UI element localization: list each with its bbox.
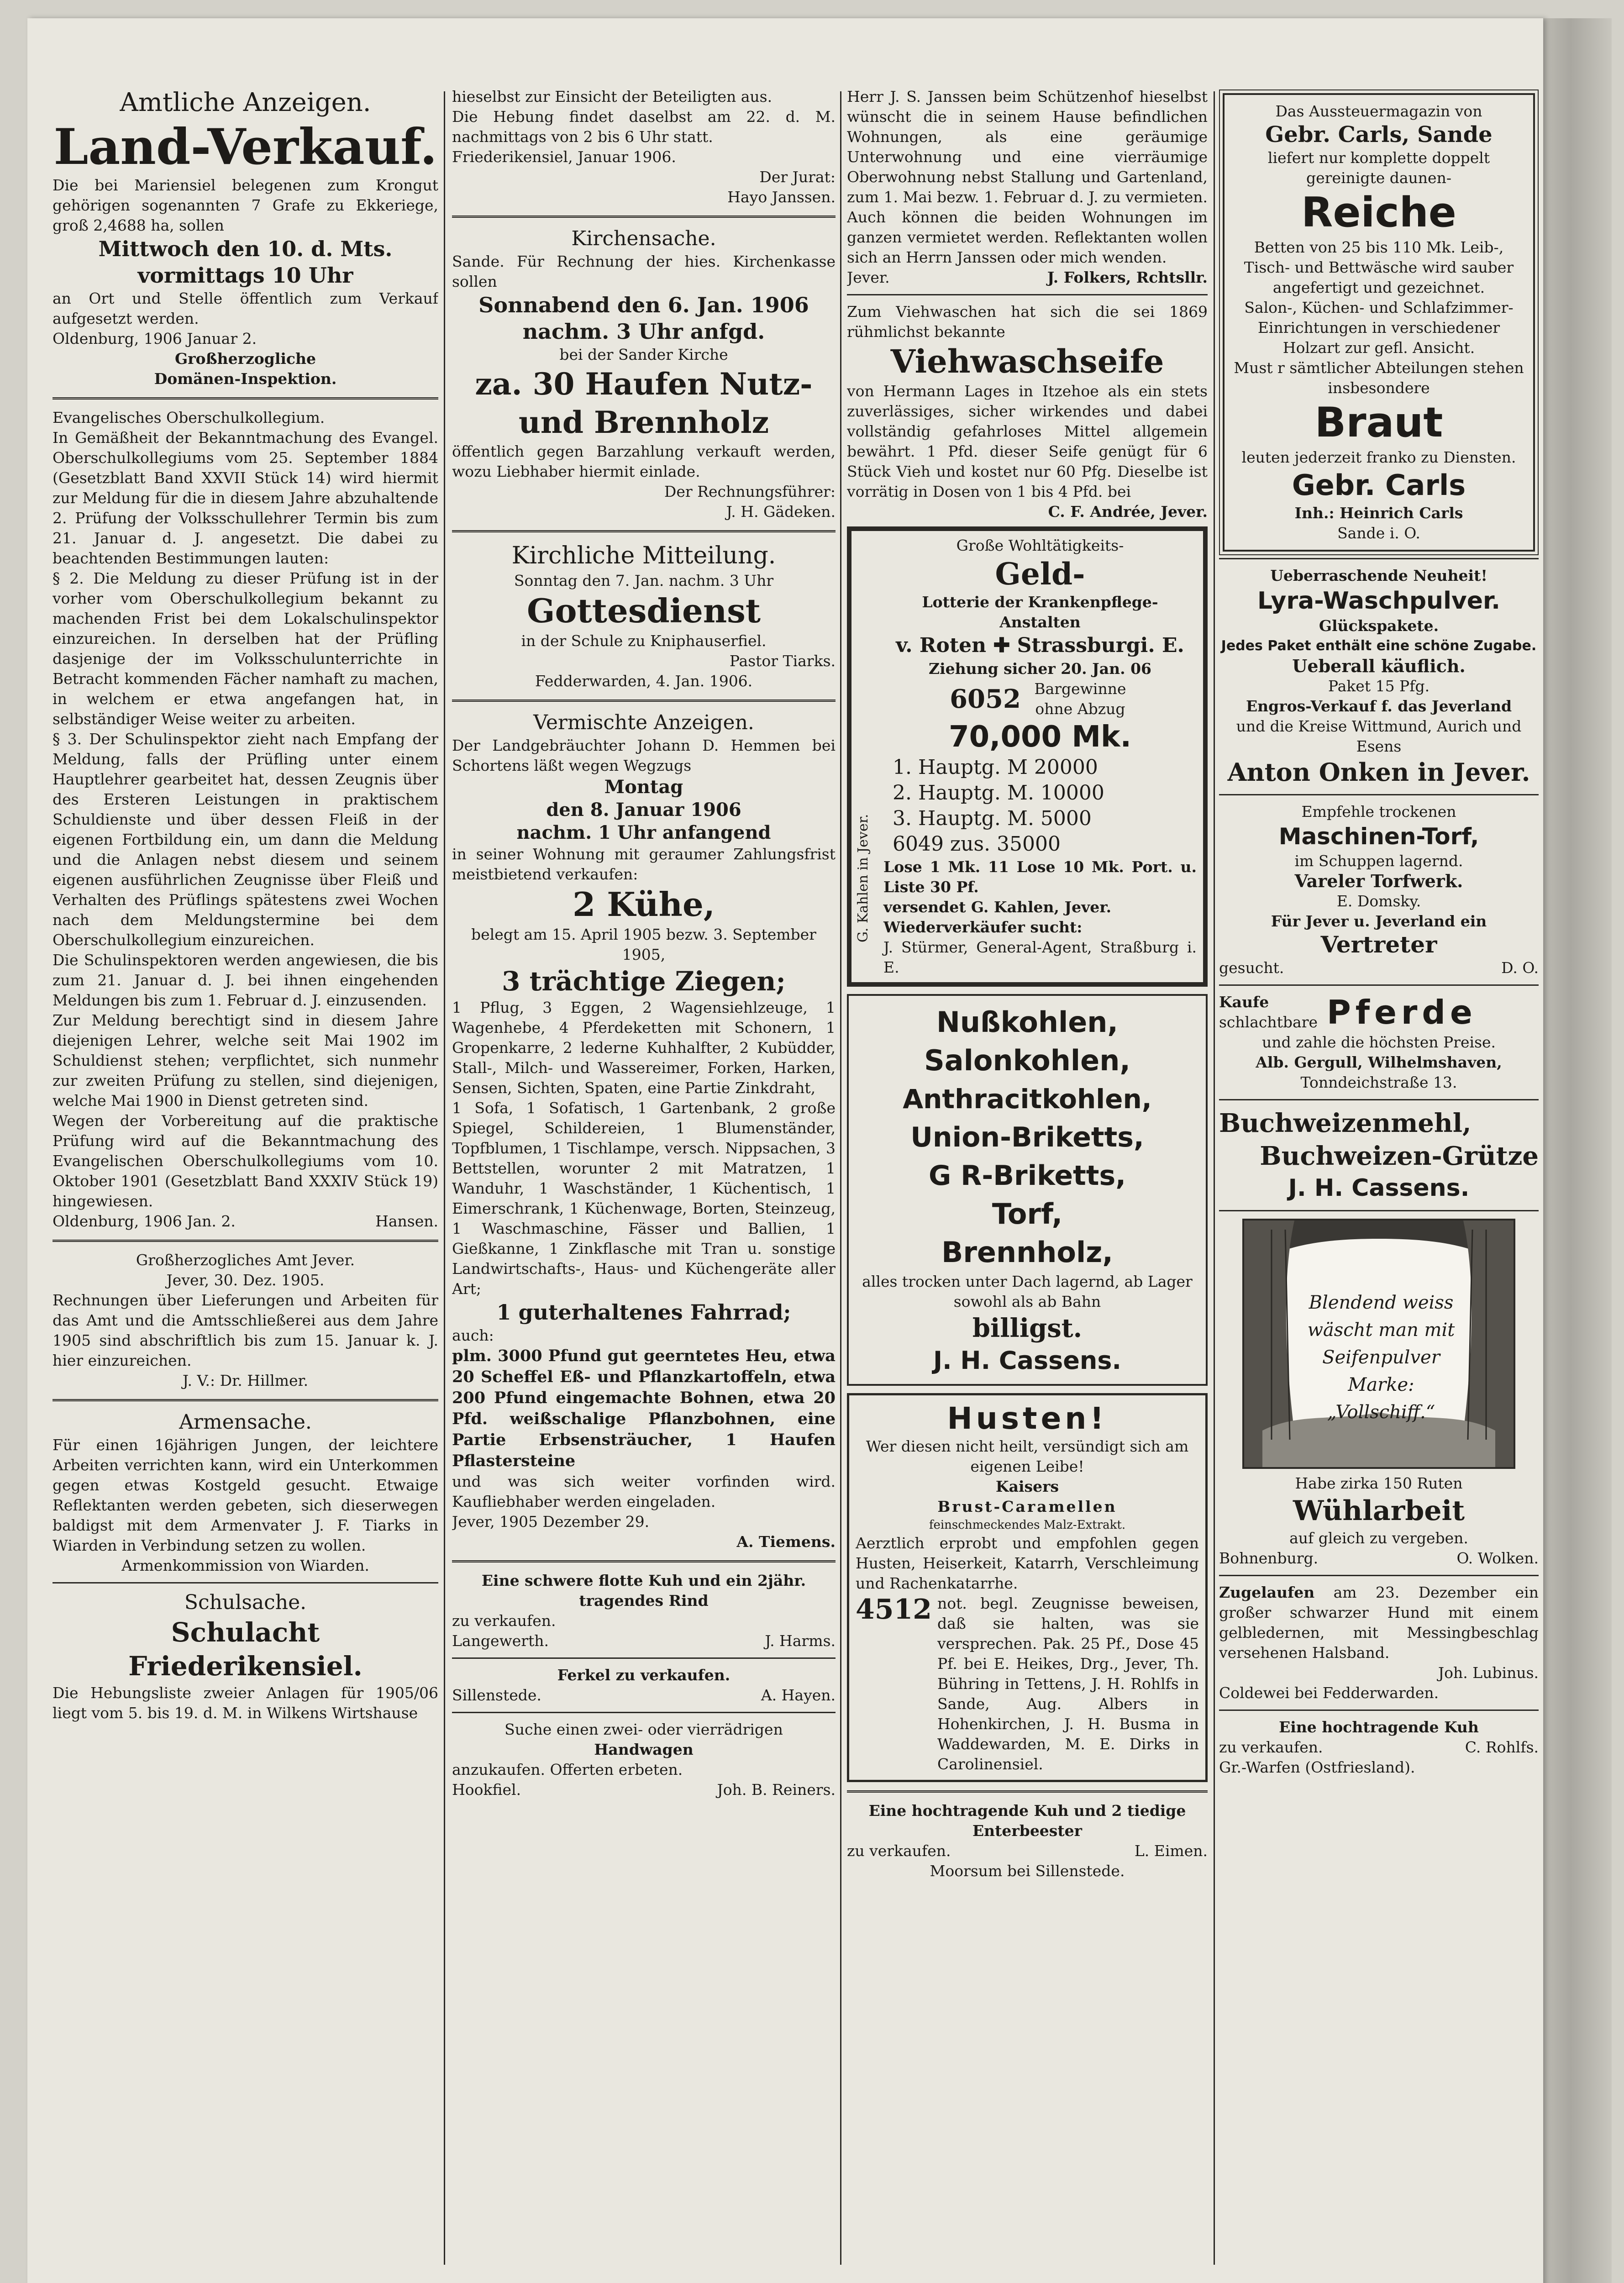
lyra-body: Ueberall käuflich. — [1292, 656, 1466, 676]
ad-body: auch: — [452, 1326, 494, 1344]
section-title: Kirchliche Mitteilung. — [511, 542, 776, 569]
ad-body: plm. 3000 Pfund gut geerntetes Heu, etwa 20 Scheffel Eß- und Pflanzkartoffeln, etwa 200 Pfund eingemachte Bohnen, etwa 20 Pfd. weißschalige Pflanzbohnen, eine Partie Erbsensträucher, 1 Haufen Pflastersteine — [452, 1347, 836, 1470]
wuehl-footer — [1219, 1548, 1539, 1568]
ad-place: Langewerth. — [452, 1632, 549, 1650]
ad-date: den 8. Januar 1906 — [546, 799, 741, 821]
notice-signature: Armenkommission von Wiarden. — [121, 1557, 369, 1574]
coal-item: Brennholz, — [941, 1236, 1113, 1269]
divider — [53, 1399, 438, 1401]
coal-item: Torf, — [992, 1197, 1063, 1231]
ad-body: in seiner Wohnung mit geraumer Zahlungsfrist meistbietend verkaufen: — [452, 845, 836, 883]
ad-time: vormittags 10 Uhr — [137, 263, 353, 288]
ad-body: an Ort und Stelle öffentlich zum Verkauf aufgesetzt werden. — [53, 289, 438, 327]
torf-owner: E. Domsky. — [1336, 892, 1421, 910]
divider — [452, 1560, 836, 1562]
divider — [53, 1240, 438, 1242]
notice-headline: Schulacht Friederikensiel. — [128, 1617, 363, 1682]
carls-ad — [1223, 93, 1535, 552]
notice-signature: Hansen. — [375, 1212, 438, 1230]
ad-headline: za. 30 Haufen Nutz- und Brennholz — [475, 366, 813, 440]
ad-item: 1 guterhaltenes Fahrrad; — [496, 1300, 791, 1325]
notice-date: Sonntag den 7. Jan. nachm. 3 Uhr — [514, 572, 774, 589]
husten-product: Brust-Caramellen — [937, 1498, 1117, 1515]
ad-signature: Großherzogliche — [174, 350, 316, 368]
ad-item: 3 trächtige Ziegen; — [502, 966, 786, 997]
divider — [1219, 1210, 1539, 1211]
notice-signature: Der Jurat: — [759, 168, 836, 186]
ad-signature: Joh. B. Reiners. — [717, 1781, 836, 1799]
lottery-prize: 2. Hauptg. M. 10000 — [893, 781, 1104, 805]
lottery-count-row — [883, 679, 1197, 719]
divider — [452, 216, 836, 218]
pferde-left — [1219, 992, 1318, 1032]
lottery-prize: 3. Hauptg. M. 5000 — [893, 807, 1092, 830]
husten-body: Aerztlich erprobt und empfohlen gegen Husten, Heiserkeit, Katarrh, Verschleimung und Rachenkatarrhe. — [856, 1534, 1199, 1592]
ad-body: Sande. Für Rechnung der hies. Kirchenkasse sollen — [452, 252, 836, 290]
ad-place: Oldenburg, 1906 Januar 2. — [53, 330, 257, 347]
vertreter-footer — [1219, 958, 1539, 978]
page-edge — [1543, 18, 1612, 2283]
divider — [1219, 1710, 1539, 1711]
divider — [1219, 984, 1539, 986]
notice-body: Für einen 16jährigen Jungen, der leichtere Arbeiten verrichten kann, wird ein Unterkommen gegen etwas Kostgeld gesucht. Etwaige Reflektanten werden gebeten, sich dieserwegen baldigst mit dem Armenvater J. F. Tiarks in Wiarden in Verbindung setzen zu wollen. — [53, 1436, 438, 1554]
carls-head: Das Aussteuermagazin von — [1275, 102, 1482, 120]
carls-headline: Reiche — [1301, 189, 1456, 237]
carls-body: Betten von 25 bis 110 Mk. Leib-, Tisch- und Bettwäsche wird sauber angefertigt und gezeichnet. — [1244, 238, 1514, 296]
husten-body: Wer diesen nicht heilt, versündigt sich am eigenen Leibe! — [866, 1437, 1189, 1475]
pferde-title: Pferde — [1327, 993, 1477, 1031]
carls-body: liefert nur komplette doppelt gereinigte daunen- — [1267, 149, 1490, 187]
notice-body: § 3. Der Schulinspektor zieht nach Empfang der Meldung, falls der Prüfling unter einem Hauptlehrer gearbeitet hat, dessen Zeugnis über des Ersteren Leistungen in praktischem Schuldienste und über dessen Fleiß in der eigenen Fortbildung ein, um dann die Meldung und die Anlagen nebst diesem und seinem eigenen ausführlichen Zeugnisse über Fleiß und Verhalten des Prüflings spätestens zwei Wochen nach dem Meldungstermine bei dem Oberschulkollegium einzureichen. — [53, 730, 438, 949]
column-rule — [1214, 91, 1215, 2265]
ad-signature: J. H. Gädeken. — [726, 503, 836, 521]
coal-item: Salonkohlen, — [924, 1044, 1130, 1077]
buch-signature: J. H. Cassens. — [1288, 1174, 1470, 1202]
notice-body: Die Hebung findet daselbst am 22. d. M. nachmittags von 2 bis 6 Uhr statt. — [452, 108, 836, 146]
ad-footer — [452, 1631, 836, 1651]
ad-place: Moorsum bei Sillenstede. — [930, 1862, 1125, 1880]
divider — [452, 1657, 836, 1659]
vollschiff-line: wäscht man mit — [1307, 1320, 1455, 1341]
husten-brand: Kaisers — [995, 1478, 1059, 1495]
kuh3-body: zu verkaufen. — [1219, 1738, 1323, 1756]
coal-item: Anthracitkohlen, — [903, 1084, 1152, 1115]
lottery-amount: 70,000 Mk. — [949, 720, 1131, 754]
ad-body: 1 Sofa, 1 Sofatisch, 1 Gartenbank, 2 große Spiegel, Schildereien, 1 Blumenständer, Topfblumen, 1 Tischlampe, versch. Nippsachen, 3 Bettstellen, worunter 2 mit Matratzen, 1 Wanduhr, 1 Waschständer, 1 Küchentisch, 1 Eimerschrank, 1 Küchenwage, Borten, Steinzeug, 1 Waschmaschine, Fässer und Ballien, 1 Gießkanne, 1 Zinkflasche mit Tran u. sonstige Landwirtschafts-, Haus- und Küchengeräte aller Art; — [452, 1099, 836, 1298]
ad-headline: Eine schwere flotte Kuh und ein 2jähr. tragendes Rind — [481, 1572, 806, 1610]
ad-body: Die bei Mariensiel belegenen zum Krongut gehörigen sogenannten 7 Grafe zu Ekkeriege, groß 2,4688 ha, sollen — [53, 176, 438, 234]
ad-headline: Viehwaschseife — [890, 342, 1164, 380]
pferde-signature: Alb. Gergull, Wilhelmshaven, — [1256, 1053, 1502, 1071]
pferde-body: schlachtbare — [1219, 1013, 1318, 1031]
torf-title: Maschinen-Torf, — [1278, 823, 1479, 850]
ad-time: nachm. 3 Uhr anfgd. — [522, 319, 765, 344]
coal-price: billigst. — [972, 1313, 1083, 1343]
hund-title: Zugelaufen — [1219, 1583, 1315, 1601]
vollschiff-text — [1299, 1289, 1463, 1426]
ad-headline: Handwagen — [594, 1741, 694, 1758]
lottery-count: 6052 — [950, 684, 1021, 714]
pferde-row — [1219, 992, 1539, 1032]
ad-signature: J. Folkers, Rchtsllr. — [1047, 268, 1208, 286]
hund-notice — [1219, 1583, 1539, 1663]
vollschiff-line: Marke: — [1348, 1374, 1414, 1395]
torf-signature: Vareler Torfwerk. — [1294, 871, 1463, 891]
vertreter-title: Vertreter — [1320, 931, 1437, 958]
ad-signature: A. Hayen. — [761, 1686, 836, 1704]
ad-body: zu verkaufen. — [452, 1612, 556, 1630]
ad-footer — [847, 268, 1208, 288]
lottery-resellers: Wiederverkäufer sucht: — [883, 918, 1083, 936]
ad-body: öffentlich gegen Barzahlung verkauft werden, wozu Liebhaber hiermit einlade. — [452, 442, 836, 480]
notice-body: Die Schulinspektoren werden angewiesen, die bis zum 21. Januar d. J. bei ihnen eingehenden Meldungen bis zum 1. Februar d. J. einzusenden. — [53, 951, 438, 1009]
section-title: Kirchensache. — [571, 227, 716, 250]
notice-date: Jever, 30. Dez. 1905. — [166, 1271, 325, 1289]
ad-time: nachm. 1 Uhr anfangend — [516, 822, 771, 843]
ad-body: und was sich weiter vorfinden wird. Kaufliebhaber werden eingeladen. — [452, 1473, 836, 1510]
ad-signature: J. Harms. — [765, 1632, 836, 1650]
coal-item: G R-Briketts, — [929, 1160, 1126, 1192]
lyra-head: Ueberraschende Neuheit! — [1270, 567, 1487, 584]
ad-footer — [452, 1685, 836, 1705]
column-rule — [840, 91, 841, 2265]
notice-signature: Hayo Janssen. — [727, 188, 836, 206]
divider — [847, 294, 1208, 295]
vollschiff-line: Seifenpulver — [1322, 1347, 1440, 1368]
coal-item: Nußkohlen, — [936, 1005, 1118, 1039]
ad-body: Der Landgebräuchter Johann D. Hemmen bei Schortens läßt wegen Wegzugs — [452, 736, 836, 774]
ad-place: Jever, 1905 Dezember 29. — [452, 1513, 650, 1531]
coal-signature: J. H. Cassens. — [933, 1346, 1121, 1375]
carls-body: Salon-, Küchen- und Schlafzimmer-Einrichtungen in verschiedener Holzart zur gefl. Ansicht. — [1244, 299, 1514, 357]
buch-item: Buchweizen-Grütze — [1260, 1141, 1539, 1171]
notice-footer — [53, 1211, 438, 1231]
vertreter-body: Für Jever u. Jeverland ein — [1271, 912, 1487, 930]
notice-headline: Gottesdienst — [526, 591, 761, 630]
ad-body: 1 Pflug, 3 Eggen, 2 Wagensiehlzeuge, 1 Wagenhebe, 4 Pferdeketten mit Schonern, 1 Gropenkarre, 2 lederne Kuhhalfter, 2 Kubüdder, Stall-, Milch- und Wassereimer, Forken, Harken, Sensen, Sichten, Spaten, eine Partie Zinkdraht, — [452, 999, 836, 1097]
torf-body: im Schuppen lagernd. — [1294, 852, 1463, 870]
carls-name: Gebr. Carls, Sande — [1265, 122, 1493, 147]
notice-signature: Pastor Tiarks. — [729, 652, 836, 670]
column-4 — [1219, 87, 1539, 2283]
lyra-price: Paket 15 Pfg. — [1328, 677, 1430, 695]
notice-body: Wegen der Vorbereitung auf die praktische Prüfung wird auf die Bekanntmachung des Evangelischen Oberschulkollegiums vom 10. Oktober 1901 (Gesetzblatt Band XXXIV Stück 19) hingewiesen. — [53, 1112, 438, 1210]
ad-body: von Hermann Lages in Itzehoe als ein stets zuverlässiges, sicher wirkendes und dabei vollständig gefahrloses Mittel allgemein bewährt. 1 Pfd. dieser Seife genügt für 6 Stück Vieh und kostet nur 60 Pfg. Dieselbe ist vorrätig in Dosen von 1 bis 4 Pfd. bei — [847, 382, 1208, 500]
ad-body: anzukaufen. Offerten erbeten. — [452, 1761, 683, 1778]
section-title: Schulsache. — [184, 1591, 307, 1614]
notice-signature: J. V.: Dr. Hillmer. — [182, 1372, 309, 1389]
vertreter-body: gesucht. — [1219, 959, 1284, 977]
lottery-head: Große Wohltätigkeits- — [956, 537, 1124, 554]
wuehl-signature: O. Wolken. — [1456, 1549, 1539, 1567]
ad-date: Montag — [604, 776, 683, 798]
torf-head: Empfehle trockenen — [1301, 803, 1456, 821]
hund-body: am 23. Dezember ein großer schwarzer Hund mit einem gelbledernen, mit Messingbeschlag versehenen Halsband. — [1219, 1583, 1539, 1662]
divider — [1219, 1575, 1539, 1576]
coal-body: alles trocken unter Dach lagernd, ab Lager sowohl als ab Bahn — [862, 1273, 1193, 1310]
notice-body: hieselbst zur Einsicht der Beteiligten aus. — [452, 88, 773, 105]
notice-place: Fedderwarden, 4. Jan. 1906. — [535, 672, 753, 690]
kuh3-title: Eine hochtragende Kuh — [1279, 1718, 1479, 1736]
carls-signature: Gebr. Carls — [1292, 468, 1466, 502]
pferde-kaufe: Kaufe — [1219, 993, 1269, 1011]
column-2 — [452, 87, 836, 2283]
notice-body: § 2. Die Meldung zu dieser Prüfung ist in der vorher vom Oberschulkollegium bekannt zu machenden Frist bei dem Lokalschulinspektor einzureichen. In derselben hat der Prüfling dasjenige der im Volksschulunterrichte in Betracht kommenden Fächer namhaft zu machen, in welchem er etwa angefangen hat, in selbständiger Weise weiter zu arbeiten. — [53, 569, 438, 728]
section-title: Armensache. — [179, 1410, 312, 1434]
newspaper-page — [27, 18, 1543, 2283]
vollschiff-line: „Vollschiff.“ — [1327, 1402, 1435, 1423]
ad-signature: A. Tiemens. — [736, 1533, 836, 1551]
ad-body: Herr J. S. Janssen beim Schützenhof hieselbst wünscht die in seinem Hause befindlichen Wohnungen, als eine geräumige Unterwohnung und eine vierräumige Oberwohnung nebst Stallung und Gartenland, zum 1. Mai bezw. 1. Februar d. J. zu vermieten. Auch können die beiden Wohnungen im ganzen vermietet werden. Reflektanten wollen sich an Herrn Janssen oder mich wenden. — [847, 88, 1208, 266]
coal-ad — [847, 994, 1208, 1386]
divider — [452, 700, 836, 702]
notice-title: Evangelisches Oberschulkollegium. — [53, 409, 325, 426]
husten-row — [856, 1594, 1199, 1774]
wuehl-place: Bohnenburg. — [1219, 1549, 1319, 1567]
notice-place: Friederikensiel, Januar 1906. — [452, 148, 676, 166]
ad-signature: Der Rechnungsführer: — [664, 483, 836, 500]
divider — [53, 1582, 438, 1583]
carls-body: leuten jederzeit franko zu Diensten. — [1241, 448, 1516, 466]
lottery-price: Lose 1 Mk. 11 Lose 10 Mk. Port. u. Liste 30 Pf. — [883, 858, 1197, 896]
kuh3-signature: C. Rohlfs. — [1465, 1738, 1539, 1756]
carls-body: Must r sämtlicher Abteilungen stehen insbesondere — [1234, 359, 1524, 397]
lyra-title: Lyra-Waschpulver. — [1257, 587, 1501, 615]
ad-body: Suche einen zwei- oder vierrädrigen — [505, 1720, 783, 1738]
lyra-sub: Glückspakete. — [1319, 617, 1439, 635]
wuehl-title: Wühlarbeit — [1293, 1495, 1465, 1527]
notice-body: Rechnungen über Lieferungen und Arbeiten für das Amt und die Amtsschließerei aus dem Jahre 1905 sind abschriftlich bis zum 15. Januar k. J. hier einzureichen. — [53, 1291, 438, 1369]
lottery-count-label: Bargewinne ohne Abzug — [1034, 680, 1126, 718]
column-rule — [444, 91, 445, 2265]
lottery-sub: Lotterie der Krankenpflege-Anstalten — [922, 593, 1158, 631]
lottery-prize: 1. Hauptg. M 20000 — [893, 756, 1098, 779]
hund-signature: Joh. Lubinus. — [1438, 1664, 1539, 1682]
ad-place: Jever. — [847, 268, 890, 286]
notice-body: Die Hebungsliste zweier Anlagen für 1905/06 liegt vom 5. bis 19. d. M. in Wilkens Wirtshause — [53, 1684, 438, 1722]
section-title: Vermischte Anzeigen. — [533, 711, 754, 734]
husten-ad — [847, 1393, 1208, 1782]
lyra-engros: Engros-Verkauf f. das Jeverland — [1246, 697, 1512, 715]
ad-date: Mittwoch den 10. d. Mts. — [98, 237, 393, 261]
notice-body: Zur Meldung berechtigt sind in diesem Jahre diejenigen Lehrer, welche seit Mai 1902 im Schuldienst stehen; verpflichtet, sich nunmehr zur zweiten Prüfung zu stellen, sind diejenigen, welche Mai 1900 in Dienst getreten sind. — [53, 1011, 438, 1110]
lottery-ad — [847, 526, 1208, 987]
lottery-sender: versendet G. Kahlen, Jever. — [883, 898, 1112, 916]
hund-place: Coldewei bei Fedderwarden. — [1219, 1684, 1439, 1702]
wuehl-body: auf gleich zu vergeben. — [1289, 1529, 1468, 1547]
pferde-body: und zahle die höchsten Preise. — [1261, 1033, 1496, 1051]
ad-headline: Ferkel zu verkaufen. — [557, 1666, 731, 1684]
ad-date: Sonnabend den 6. Jan. 1906 — [478, 293, 809, 317]
lyra-signature: Anton Onken in Jever. — [1227, 757, 1530, 787]
lyra-body: und die Kreise Wittmund, Aurich und Esens — [1236, 717, 1522, 755]
husten-title: Husten! — [947, 1401, 1108, 1436]
ad-footer — [452, 1780, 836, 1800]
ad-item: 2 Kühe, — [573, 885, 715, 924]
husten-body: not. begl. Zeugnisse beweisen, daß sie halten, was sie versprechen. Pak. 25 Pf., Dose 45 Pf. bei E. Heikes, Drg., Jever, Th. Bühring in Tettens, J. H. Rohlfs in Sande, Aug. Albers in Hohenkirchen, J. H. Busma in Waddewarden, M. E. Dirks in Carolinensiel. — [937, 1594, 1199, 1773]
ad-body: Zum Viehwaschen hat sich die sei 1869 rühmlichst bekannte — [847, 303, 1208, 341]
lottery-agent: J. Stürmer, General-Agent, Straßburg i. E. — [883, 938, 1197, 976]
ad-signature: L. Eimen. — [1134, 1842, 1208, 1860]
column-1 — [53, 87, 438, 2283]
pferde-address: Tonndeichstraße 13. — [1300, 1073, 1457, 1091]
divider — [1219, 1099, 1539, 1100]
husten-count: 4512 — [856, 1594, 932, 1625]
kuh3-footer — [1219, 1737, 1539, 1757]
ad-location: bei der Sander Kirche — [559, 346, 728, 363]
lottery-side-text: G. Kahlen in Jever. — [855, 814, 871, 942]
notice-body: in der Schule zu Kniphauserfiel. — [521, 632, 767, 650]
ad-headline: Land-Verkauf. — [53, 118, 437, 176]
ad-body: zu verkaufen. — [847, 1842, 951, 1860]
buch-item: Buchweizenmehl, — [1219, 1108, 1472, 1138]
notice-title: Großherzogliches Amt Jever. — [136, 1251, 355, 1269]
notice-body: In Gemäßheit der Bekanntmachung des Evangel. Oberschulkollegiums vom 25. September 1884 (Gesetzblatt Band XXVII Stück 14) wird hiermit zur Meldung für die in diesem Jahre abzuhaltende 2. Prüfung der Volksschullehrer Termin bis zum 21. Januar d. J. angesetzt. Die dabei zu beachtenden Bestimmungen lauten: — [53, 429, 438, 567]
vollschiff-ad — [1242, 1219, 1515, 1469]
lottery-title: Geld- — [995, 556, 1085, 592]
husten-sub: feinschmeckendes Malz-Extrakt. — [929, 1518, 1126, 1532]
kuh3-place: Gr.-Warfen (Ostfriesland). — [1219, 1758, 1415, 1776]
vertreter-signature: D. O. — [1501, 959, 1539, 977]
divider — [1219, 794, 1539, 795]
lottery-prize: 6049 zus. 35000 — [893, 832, 1061, 856]
divider — [1219, 558, 1539, 559]
ad-signature: C. F. Andrée, Jever. — [1048, 503, 1208, 521]
lottery-date: Ziehung sicher 20. Jan. 06 — [928, 660, 1152, 678]
ad-place: Sillenstede. — [452, 1686, 541, 1704]
ad-footer — [847, 1841, 1208, 1861]
notice-place: Oldenburg, 1906 Jan. 2. — [53, 1212, 236, 1230]
vollschiff-line: Blendend weiss — [1309, 1292, 1454, 1313]
ad-signature: Domänen-Inspektion. — [154, 370, 337, 388]
divider — [53, 397, 438, 400]
divider — [847, 1790, 1208, 1793]
ad-headline: Eine hochtragende Kuh und 2 tiedige Enterbeester — [868, 1802, 1186, 1840]
carls-owner: Inh.: Heinrich Carls — [1294, 504, 1463, 522]
lottery-location: v. Roten ✚ Strassburgi. E. — [896, 634, 1184, 657]
carls-headline: Braut — [1314, 399, 1443, 447]
carls-place: Sande i. O. — [1337, 524, 1420, 542]
ad-body: belegt am 15. April 1905 bezw. 3. September 1905, — [471, 926, 816, 963]
lyra-body: Jedes Paket enthält eine schöne Zugabe. — [1221, 638, 1537, 654]
column-3 — [847, 87, 1208, 2283]
coal-item: Union-Briketts, — [910, 1121, 1144, 1153]
ad-place: Hookfiel. — [452, 1781, 521, 1799]
section-title: Amtliche Anzeigen. — [120, 88, 371, 117]
divider — [452, 1712, 836, 1713]
divider — [452, 530, 836, 532]
wuehl-body: Habe zirka 150 Ruten — [1295, 1474, 1463, 1492]
